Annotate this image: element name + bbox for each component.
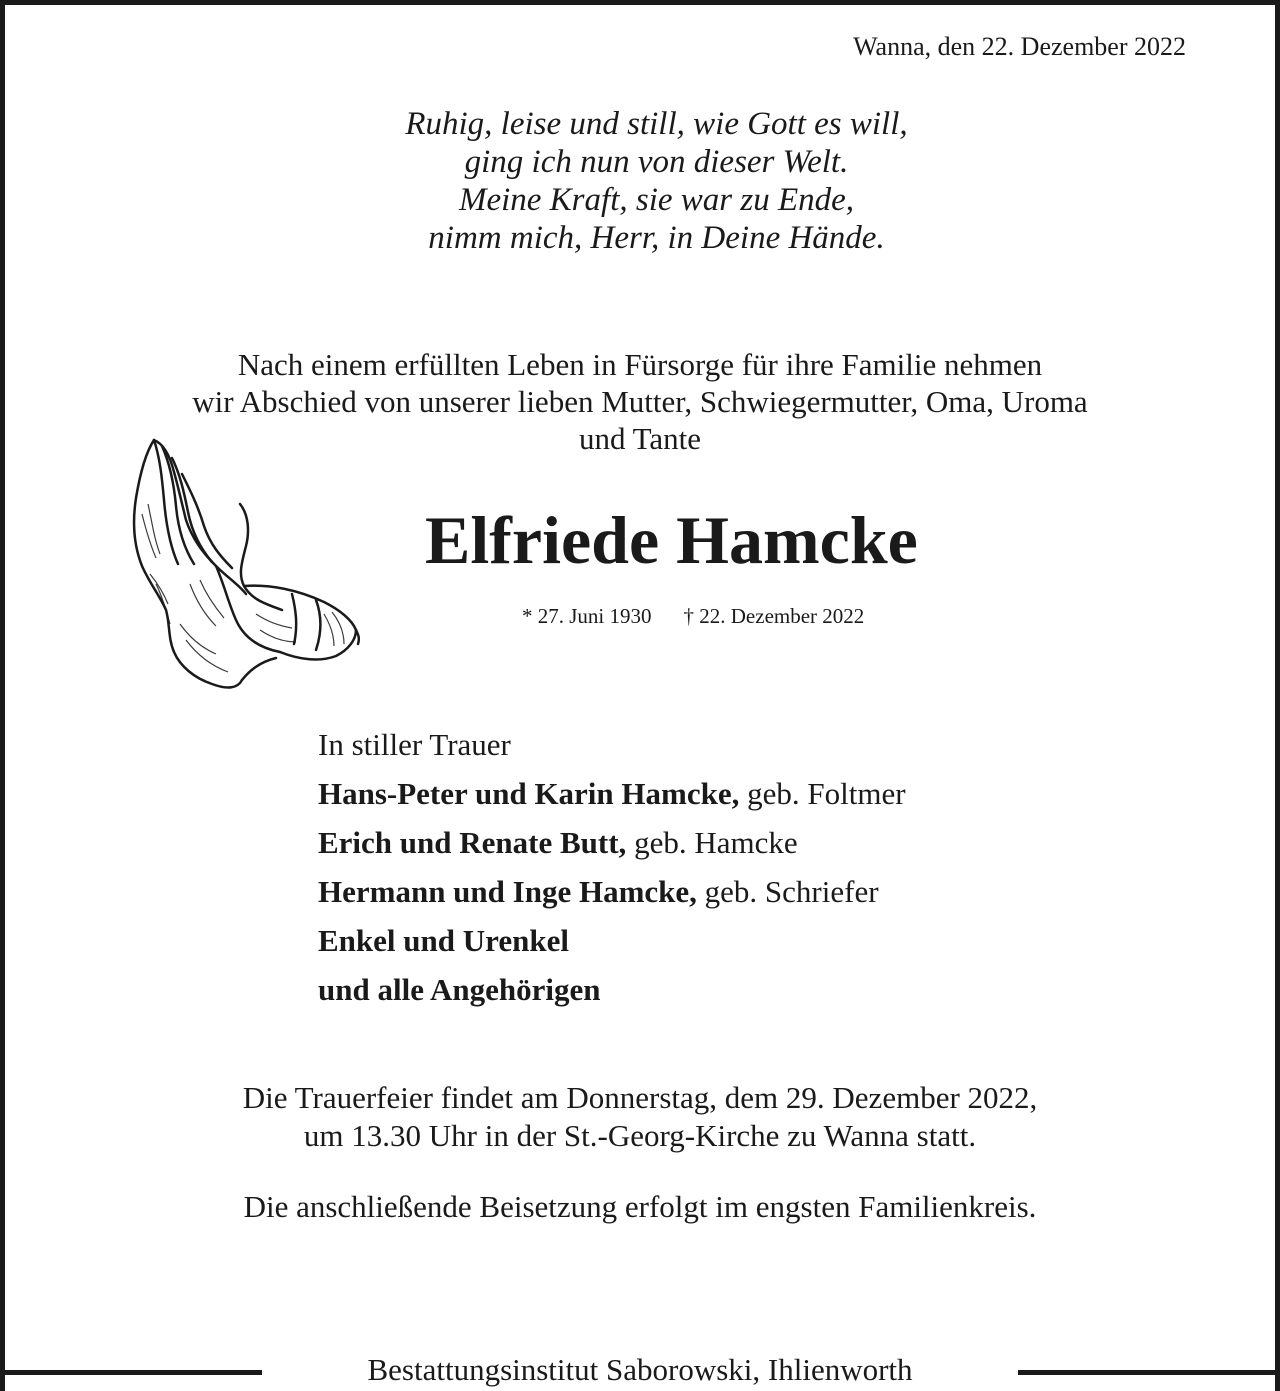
life-dates (522, 604, 864, 629)
mourner-names: Enkel und Urenkel (318, 923, 569, 958)
frame-top-border (0, 0, 1280, 5)
mourner-entry (318, 867, 906, 916)
poem-line: Meine Kraft, sie war zu Ende, (458, 182, 855, 218)
farewell-line: wir Abschied von unserer lieben Mutter, Schwiegermutter, Oma, Uroma (192, 384, 1088, 419)
mourner-note: geb. Hamcke (626, 825, 798, 860)
deceased-name: Elfriede Hamcke (425, 502, 918, 578)
death-date: † 22. Dezember 2022 (683, 604, 865, 628)
burial-info: Die anschließende Beisetzung erfolgt im engsten Familienkreis. (243, 1189, 1037, 1224)
farewell-line: Nach einem erfüllten Leben in Fürsorge für ihre Familie nehmen (237, 347, 1043, 382)
praying-hands-icon (120, 434, 360, 698)
poem-line: ging ich nun von dieser Welt. (464, 144, 849, 180)
mourner-entry (318, 916, 906, 965)
birth-date: * 27. Juni 1930 (522, 604, 652, 628)
undertaker-footer: Bestattungsinstitut Saborowski, Ihlienworth (367, 1352, 913, 1387)
mourner-note: geb. Foltmer (739, 776, 906, 811)
poem (0, 105, 1280, 257)
mourner-entry (318, 769, 906, 818)
mourners-list (318, 720, 906, 1014)
mourner-names: Erich und Renate Butt, (318, 825, 627, 860)
mourner-names: Hermann und Inge Hamcke, (318, 874, 697, 909)
ceremony-info (0, 1079, 1280, 1155)
mourners-heading: In stiller Trauer (318, 727, 511, 762)
notice-date: Wanna, den 22. Dezember 2022 (853, 32, 1186, 61)
mourner-names: und alle Angehörigen (318, 972, 601, 1007)
mourner-entry (318, 818, 906, 867)
poem-line: Ruhig, leise und still, wie Gott es will, (405, 106, 908, 142)
poem-line: nimm mich, Herr, in Deine Hände. (428, 220, 885, 256)
mourner-entry (318, 965, 906, 1014)
farewell-line: und Tante (578, 421, 702, 456)
ceremony-line: um 13.30 Uhr in der St.-Georg-Kirche zu Wanna statt. (303, 1118, 977, 1153)
mourner-note: geb. Schriefer (696, 874, 879, 909)
ceremony-line: Die Trauerfeier findet am Donnerstag, dem 29. Dezember 2022, (242, 1080, 1038, 1115)
mourner-names: Hans-Peter und Karin Hamcke, (318, 776, 740, 811)
